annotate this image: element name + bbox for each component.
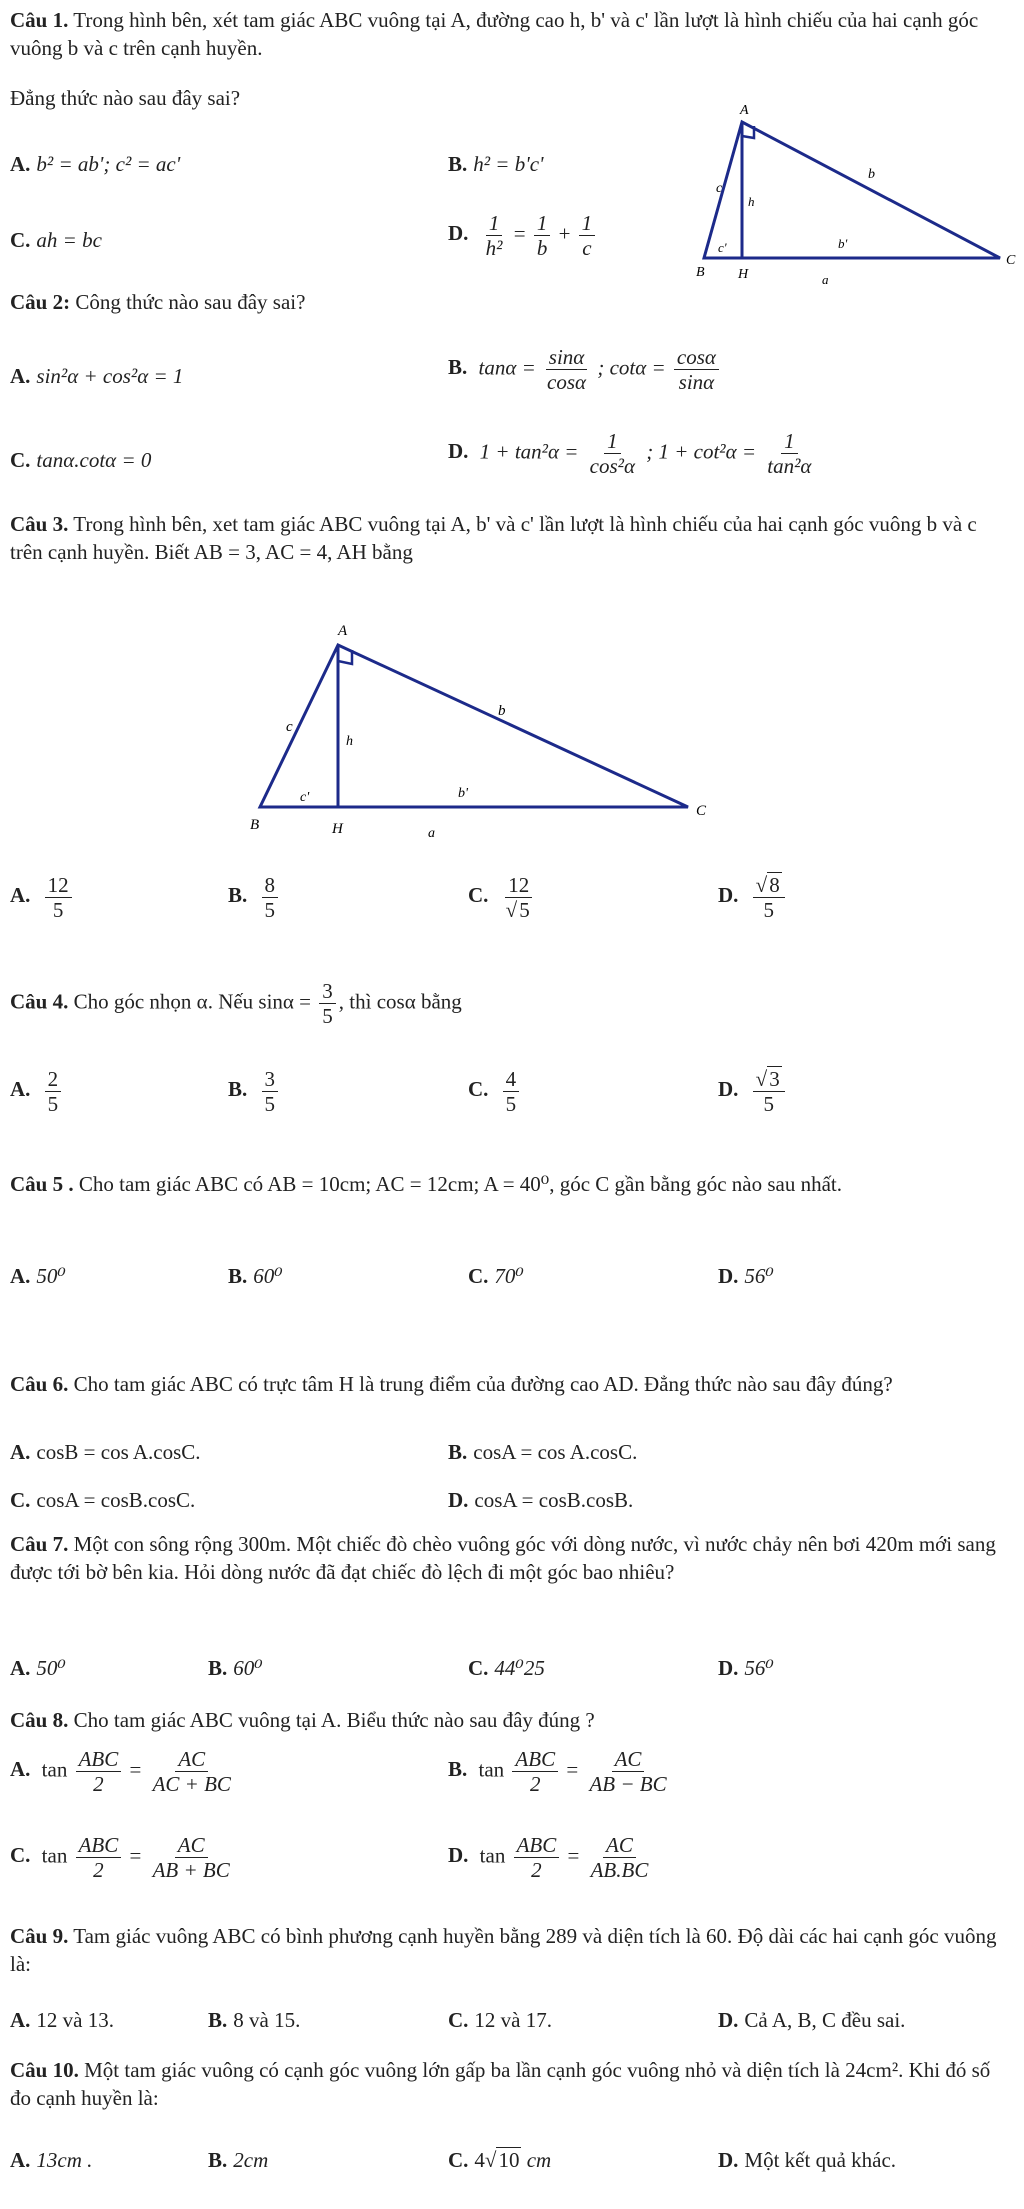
unit: cm (521, 2148, 552, 2172)
q10-option-d[interactable] (718, 2146, 896, 2174)
q5-text (10, 1170, 1010, 1198)
sqrt-radicand: 5 (519, 898, 530, 923)
option-value: 50⁰ (36, 1264, 66, 1288)
option-label: B. (208, 2008, 228, 2032)
option-label: D. (718, 2148, 739, 2172)
q10-option-c[interactable]: C. 4√10 cm (448, 2148, 552, 2172)
q7-option-d[interactable] (718, 1654, 774, 1682)
frac-den: b (536, 236, 548, 261)
option-label: A. (10, 152, 31, 176)
q6-option-c[interactable] (10, 1486, 195, 1514)
option-value: 60⁰ (253, 1264, 283, 1288)
q6-body: Cho tam giác ABC có trực tâm H là trung điểm của đường cao AD. Đẳng thức nào sau đây đúng? (73, 1372, 893, 1396)
q6-label: Câu 6. (10, 1372, 69, 1396)
option-label: D. (448, 1488, 469, 1512)
option-label: C. (448, 2148, 469, 2172)
frac-num: AC (612, 1748, 645, 1772)
option-value: 56⁰ (744, 1264, 774, 1288)
q4-option-c[interactable] (468, 1068, 522, 1115)
frac-num: 1 (486, 212, 503, 236)
option-label: B. (448, 1757, 468, 1782)
q6-option-b[interactable] (448, 1438, 637, 1466)
frac-num: 8 (262, 874, 279, 898)
option-label: C. (468, 1077, 489, 1102)
option-label: B. (228, 1264, 248, 1288)
option-value: 12 và 17. (474, 2008, 552, 2032)
q4-body-post: , thì cosα bằng (338, 989, 462, 1014)
frac-den: tan²α (767, 454, 812, 479)
option-value: cosA = cosB.cosB. (474, 1488, 634, 1512)
fig2-label-h: h (346, 734, 353, 749)
fig2-label-C: C (696, 803, 707, 819)
frac-num: ABC (512, 1748, 558, 1772)
q8-text (10, 1706, 1010, 1734)
q3-option-c[interactable]: C. $\frac{12}{√5}$ (468, 874, 538, 921)
option-label: A. (10, 1077, 31, 1102)
option-label: A. (10, 1440, 31, 1464)
frac-den: AB + BC (152, 1858, 230, 1883)
tan-text: tan (479, 1843, 506, 1868)
q9-option-b[interactable] (208, 2006, 300, 2034)
option-label: D. (718, 1264, 739, 1288)
frac-num: AC (175, 1748, 208, 1772)
q1-option-c[interactable] (10, 226, 102, 254)
fig1-label-h: h (748, 194, 755, 209)
q6-option-a[interactable] (10, 1438, 201, 1466)
q10-text (10, 2056, 1010, 2113)
q2-option-a[interactable] (10, 362, 183, 390)
option-label: D. (718, 883, 739, 908)
q3-option-d[interactable]: D. $\frac{√8}{5}$ (718, 874, 788, 921)
sqrt-radicand: 10 (498, 2148, 520, 2172)
q8-option-b[interactable]: B. tan $\frac{\text{ABC}}{2}$ = $\frac{AC}{AB - BC}$ (448, 1748, 673, 1795)
coef: 4 (474, 2148, 485, 2172)
frac-den: cosα (547, 370, 587, 395)
option-value: 50⁰ (36, 1656, 66, 1680)
option-label: B. (448, 1440, 468, 1464)
q1-question: Đẳng thức nào sau đây sai? (10, 86, 241, 110)
frac-num: 12 (45, 874, 72, 898)
frac-num: sinα (546, 346, 588, 370)
q10-body: Một tam giác vuông có cạnh góc vuông lớn gấp ba lần cạnh góc vuông nhỏ và diện tích là 24cm². Khi đó số đo cạnh huyền là: (10, 2058, 991, 2111)
frac-den: 5 (763, 898, 774, 923)
q9-text (10, 1922, 1010, 1979)
option-label: C. (468, 1656, 489, 1680)
fig2-label-cp: c' (300, 790, 310, 805)
triangle-figure-1 (690, 88, 1020, 298)
fig1-label-bp: b' (838, 236, 848, 251)
frac-num: 1 (579, 212, 596, 236)
option-label: C. (10, 228, 31, 252)
frac-den: c (582, 236, 592, 261)
option-value: ah = bc (36, 228, 102, 252)
frac-den: 5 (505, 1092, 517, 1117)
q2-body: Công thức nào sau đây sai? (75, 290, 306, 314)
fig2-label-A: A (338, 623, 348, 639)
q8-label: Câu 8. (10, 1708, 69, 1732)
tan-text: tan (478, 1757, 505, 1782)
q4-label: Câu 4. (10, 989, 69, 1014)
q1-body: Trong hình bên, xét tam giác ABC vuông tại A, đường cao h, b' và c' lần lượt là hình chiếu của hai cạnh góc vuông b và c trên cạnh huyền. (10, 8, 979, 61)
q4-text (10, 980, 1010, 1027)
frac-num: 3 (319, 980, 336, 1004)
option-label: B. (208, 2148, 228, 2172)
fig2-label-b: b (498, 703, 506, 719)
frac-num: 4 (503, 1068, 520, 1092)
q9-option-c[interactable] (448, 2006, 552, 2034)
option-value: cosA = cosB.cosC. (36, 1488, 196, 1512)
q8-body: Cho tam giác ABC vuông tại A. Biểu thức nào sau đây đúng ? (73, 1708, 595, 1732)
option-label: D. (448, 439, 469, 464)
fig1-label-A: A (740, 103, 749, 118)
q2-text (10, 288, 1010, 316)
sqrt-radicand: 3 (769, 1067, 780, 1091)
option-label: A. (10, 2008, 31, 2032)
q1-text (10, 6, 1012, 63)
option-label: A. (10, 1757, 31, 1782)
q4-option-a[interactable] (10, 1068, 64, 1115)
q6-text (10, 1370, 1010, 1398)
frac-den: 5 (322, 1004, 333, 1029)
q7-text (10, 1530, 1010, 1587)
sqrt-radicand: 8 (769, 873, 780, 897)
option-value: h² = b'c' (473, 152, 544, 176)
option-value: 8 và 15. (233, 2008, 301, 2032)
option-value: Cả A, B, C đều sai. (744, 2008, 906, 2032)
fig1-label-a: a (822, 272, 829, 287)
q4-body-pre: Cho góc nhọn α. Nếu sinα = (73, 989, 312, 1014)
option-label: D. (718, 1077, 739, 1102)
option-label: A. (10, 1264, 31, 1288)
frac-den: cos²α (589, 454, 635, 479)
frac-num: cosα (674, 346, 719, 370)
q4-option-d[interactable]: D. $\frac{√3}{5}$ (718, 1068, 788, 1115)
frac-num: 1 (534, 212, 551, 236)
q7-option-c[interactable] (468, 1654, 545, 1682)
fig1-label-c: c (716, 181, 723, 196)
q2-label: Câu 2: (10, 290, 71, 314)
frac-den: 2 (530, 1772, 541, 1797)
q2-option-b[interactable]: B. tanα = $\frac{\sin\alpha}{\cos\alpha}$ ; cotα = $\frac{\cos\alpha}{\sin\alpha}$ (448, 346, 722, 393)
option-value: cosB = cos A.cosC. (36, 1440, 201, 1464)
q1-label: Câu 1. (10, 8, 69, 32)
frac-num: 1 (781, 430, 798, 454)
frac-den: sinα (678, 370, 715, 395)
frac-den: 5 (763, 1092, 774, 1117)
q1-option-a[interactable] (10, 150, 180, 178)
q2-option-c[interactable] (10, 446, 151, 474)
fig2-label-H: H (332, 821, 343, 837)
option-label: B. (448, 355, 468, 380)
option-value: 2cm (233, 2148, 269, 2172)
frac-num: AC (175, 1834, 208, 1858)
option-label: C. (468, 883, 489, 908)
q9-label: Câu 9. (10, 1924, 69, 1948)
tan-text: tan (41, 1757, 68, 1782)
q1-option-b[interactable] (448, 150, 544, 178)
q5-body: Cho tam giác ABC có AB = 10cm; AC = 12cm; A = 40⁰, góc C gần bằng góc nào sau nhất. (78, 1172, 842, 1196)
q5-option-a[interactable] (10, 1262, 66, 1290)
q5-option-d[interactable] (718, 1262, 774, 1290)
frac-den: 5 (52, 898, 64, 923)
q9-option-d[interactable] (718, 2006, 905, 2034)
q5-option-b[interactable] (228, 1262, 283, 1290)
option-value: 60⁰ (233, 1656, 263, 1680)
q7-body: Một con sông rộng 300m. Một chiếc đò chèo vuông góc với dòng nước, vì nước chảy nên bơi 420m mới sang được tới bờ bên kia. Hỏi dòng nước đã đạt chiếc đò lệch đi một góc bao nhiêu? (10, 1532, 996, 1585)
option-value: 44⁰25 (494, 1656, 545, 1680)
frac-den: 5 (264, 898, 276, 923)
option-label: C. (10, 1488, 31, 1512)
q8-option-c[interactable]: C. tan $\frac{\text{ABC}}{2}$ = $\frac{AC}{AB + BC}$ (10, 1834, 236, 1881)
option-label: B. (228, 883, 248, 908)
option-label: C. (10, 448, 31, 472)
q7-label: Câu 7. (10, 1532, 69, 1556)
fig2-label-c: c (286, 719, 293, 735)
frac-num: ABC (76, 1748, 122, 1772)
frac-num: 3 (262, 1068, 279, 1092)
fig1-label-b: b (868, 167, 875, 182)
option-value: 70⁰ (494, 1264, 524, 1288)
option-label: A. (10, 883, 31, 908)
option-value: 56⁰ (744, 1656, 774, 1680)
triangle-figure-2 (230, 605, 730, 845)
frac-den: 5 (47, 1092, 59, 1117)
option-label: A. (10, 364, 31, 388)
fig1-label-H: H (738, 267, 749, 282)
frac-den: AB.BC (590, 1858, 649, 1883)
frac-den: AC + BC (152, 1772, 231, 1797)
option-value: 13cm . (36, 2148, 93, 2172)
option-value: cosA = cos A.cosC. (473, 1440, 638, 1464)
option-label: A. (10, 2148, 31, 2172)
fig1-label-cp: c' (718, 240, 727, 255)
frac-num: AC (603, 1834, 636, 1858)
q6-option-d[interactable] (448, 1486, 633, 1514)
q7-option-a[interactable] (10, 1654, 66, 1682)
tan-text: tan (41, 1843, 68, 1868)
q9-option-a[interactable] (10, 2006, 114, 2034)
option-label: A. (10, 1656, 31, 1680)
option-label: C. (10, 1843, 31, 1868)
fig1-label-B: B (696, 265, 705, 280)
option-value: Một kết quả khác. (744, 2148, 897, 2172)
option-label: D. (718, 1656, 739, 1680)
frac-num: ABC (76, 1834, 122, 1858)
option-value: b² = ab'; c² = ac' (36, 152, 181, 176)
frac-num: ABC (514, 1834, 560, 1858)
option-label: C. (448, 2008, 469, 2032)
q1-option-d[interactable]: D. $\frac{1}{\text{h²}}$ = $\frac{1}{b}$ + $\frac{1}{c}$ (448, 212, 598, 259)
option-label: D. (448, 1843, 469, 1868)
frac-den: AB − BC (589, 1772, 667, 1797)
fig2-label-B: B (250, 817, 260, 833)
q10-label: Câu 10. (10, 2058, 79, 2082)
q9-body: Tam giác vuông ABC có bình phương cạnh huyền bằng 289 và diện tích là 60. Độ dài các hai cạnh góc vuông là: (10, 1924, 997, 1977)
frac-num: 12 (505, 874, 532, 898)
q8-option-a[interactable]: A. tan $\frac{\text{ABC}}{2}$ = $\frac{AC}{AC + BC}$ (10, 1748, 237, 1795)
q2-option-d[interactable]: D. 1 + tan²α = $\frac{1}{\text{cos²α}}$ ; 1 + cot²α = $\frac{1}{\text{tan²α}}$ (448, 430, 817, 477)
option-label: B. (448, 152, 468, 176)
option-value: sin²α + cos²α = 1 (36, 364, 184, 388)
q8-option-d[interactable]: D. tan $\frac{\text{ABC}}{2}$ = $\frac{AC}{AB.BC}$ (448, 1834, 654, 1881)
frac-den: 2 (93, 1772, 104, 1797)
frac-den: 5 (264, 1092, 276, 1117)
q3-body: Trong hình bên, xet tam giác ABC vuông tại A, b' và c' lần lượt là hình chiếu của hai cạnh góc vuông b và c trên cạnh huyền. Biết AB = 3, AC = 4, AH bằng (10, 512, 977, 565)
option-value: 12 và 13. (36, 2008, 114, 2032)
q3-option-a[interactable] (10, 874, 75, 921)
frac-den: 2 (93, 1858, 104, 1883)
q10-option-b[interactable] (208, 2146, 268, 2174)
frac-den: 2 (531, 1858, 542, 1883)
frac-num: 1 (604, 430, 621, 454)
q7-option-b[interactable] (208, 1654, 263, 1682)
q3-label: Câu 3. (10, 512, 69, 536)
fig1-label-C: C (1006, 253, 1016, 268)
fig2-label-a: a (428, 826, 435, 841)
q10-option-a[interactable] (10, 2146, 92, 2174)
frac-den: h² (485, 236, 503, 261)
q5-option-c[interactable] (468, 1262, 524, 1290)
q5-label: Câu 5 . (10, 1172, 74, 1196)
option-label: D. (718, 2008, 739, 2032)
option-label: B. (228, 1077, 248, 1102)
frac-num: 2 (45, 1068, 62, 1092)
option-label: B. (208, 1656, 228, 1680)
q4-option-b[interactable] (228, 1068, 281, 1115)
option-label: C. (468, 1264, 489, 1288)
fig2-label-bp: b' (458, 786, 468, 801)
q3-text (10, 510, 1010, 567)
option-label: D. (448, 221, 469, 246)
option-value: tanα.cotα = 0 (36, 448, 152, 472)
q3-option-b[interactable] (228, 874, 281, 921)
